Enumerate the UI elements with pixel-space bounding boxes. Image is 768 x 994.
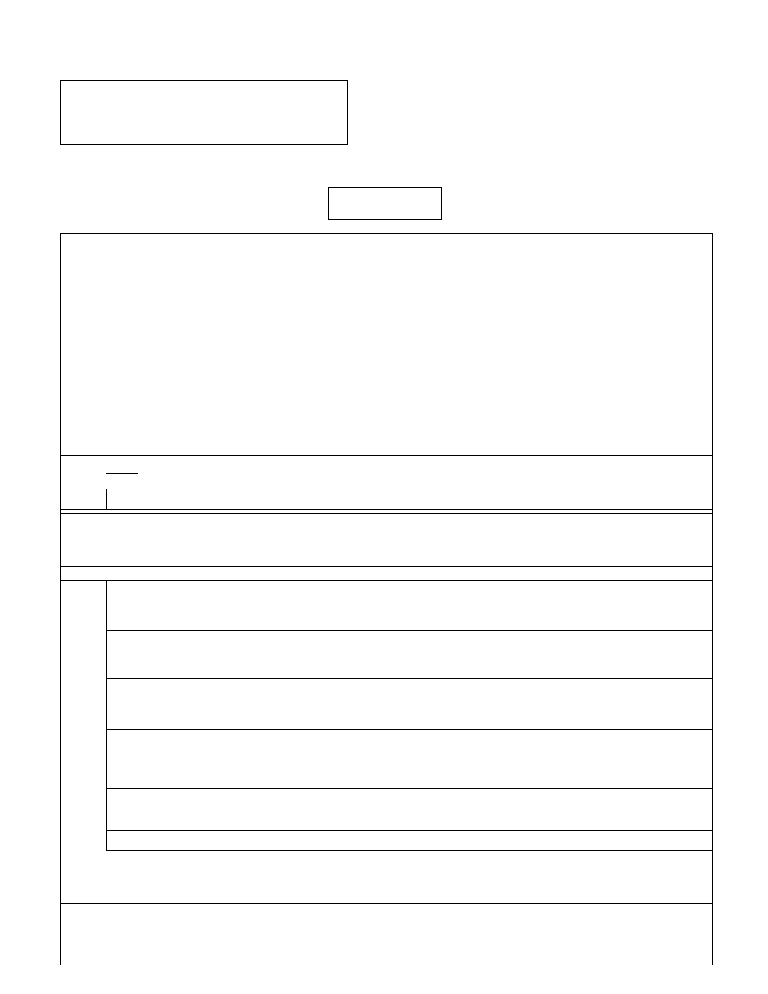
year-box[interactable] [328,187,442,220]
field-5-line [106,630,712,631]
section-b-top-line [60,509,712,510]
field-8-line [106,788,712,789]
field-9-input[interactable] [107,866,711,884]
field-4-options [112,598,702,615]
frame-left [60,233,61,965]
field-8-input[interactable] [107,808,711,828]
nip-box[interactable] [60,80,348,145]
field-1[interactable] [112,490,118,506]
section-a-top-line [60,455,712,456]
b1-title-underline [60,580,712,581]
section-b2-top-line [60,903,712,904]
field-9-line [106,830,712,831]
section-b1-top-line [60,566,712,567]
frame-right [712,233,713,965]
section-a-field-left [106,489,107,509]
field-7-line [106,729,712,730]
field-10-top-line [106,850,712,851]
field-7-input[interactable] [107,765,711,785]
field-6-input[interactable] [107,697,711,727]
section-b-top-line-2 [60,513,712,514]
section-a-inner-line [106,473,138,474]
frame-top [60,233,712,234]
field-6-line [106,678,712,679]
